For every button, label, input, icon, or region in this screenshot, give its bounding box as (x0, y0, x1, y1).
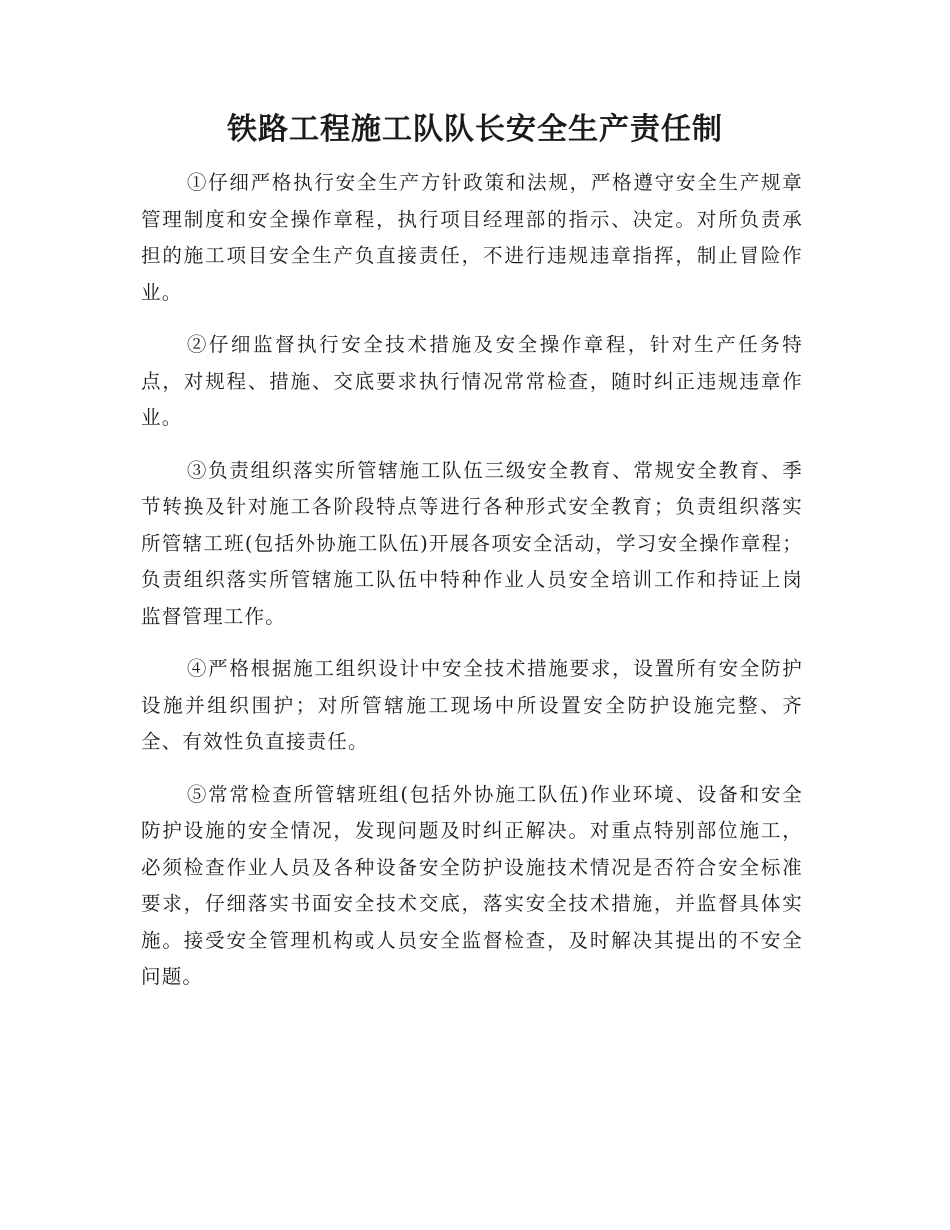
document-body (141, 165, 803, 1012)
paragraph-1: ①仔细严格执行安全生产方针政策和法规，严格遵守安全生产规章管理制度和安全操作章程，执行项目经理部的指示、决定。对所负责承担的施工项目安全生产负直接责任，不进行违规违章指挥，制止冒险作业。 (141, 171, 803, 304)
paragraph-5: ⑤常常检查所管辖班组(包括外协施工队伍)作业环境、设备和安全防护设施的安全情况，发现问题及时纠正解决。对重点特别部位施工，必须检查作业人员及各种设备安全防护设施技术情况是否符合安全标准要求，仔细落实书面安全技术交底，落实安全技术措施，并监督具体实施。接受安全管理机构或人员安全监督检查，及时解决其提出的不安全问题。 (141, 782, 803, 988)
paragraph-3: ③负责组织落实所管辖施工队伍三级安全教育、常规安全教育、季节转换及针对施工各阶段特点等进行各种形式安全教育；负责组织落实所管辖工班(包括外协施工队伍)开展各项安全活动，学习安全操作章程；负责组织落实所管辖施工队伍中特种作业人员安全培训工作和持证上岗监督管理工作。 (141, 458, 803, 628)
paragraph-2: ②仔细监督执行安全技术措施及安全操作章程，针对生产任务特点，对规程、措施、交底要求执行情况常常检查，随时纠正违规违章作业。 (141, 333, 803, 429)
document-title: 铁路工程施工队队长安全生产责任制 (227, 112, 723, 147)
paragraph-4: ④严格根据施工组织设计中安全技术措施要求，设置所有安全防护设施并组织围护；对所管辖施工现场中所设置安全防护设施完整、齐全、有效性负直接责任。 (141, 657, 803, 753)
